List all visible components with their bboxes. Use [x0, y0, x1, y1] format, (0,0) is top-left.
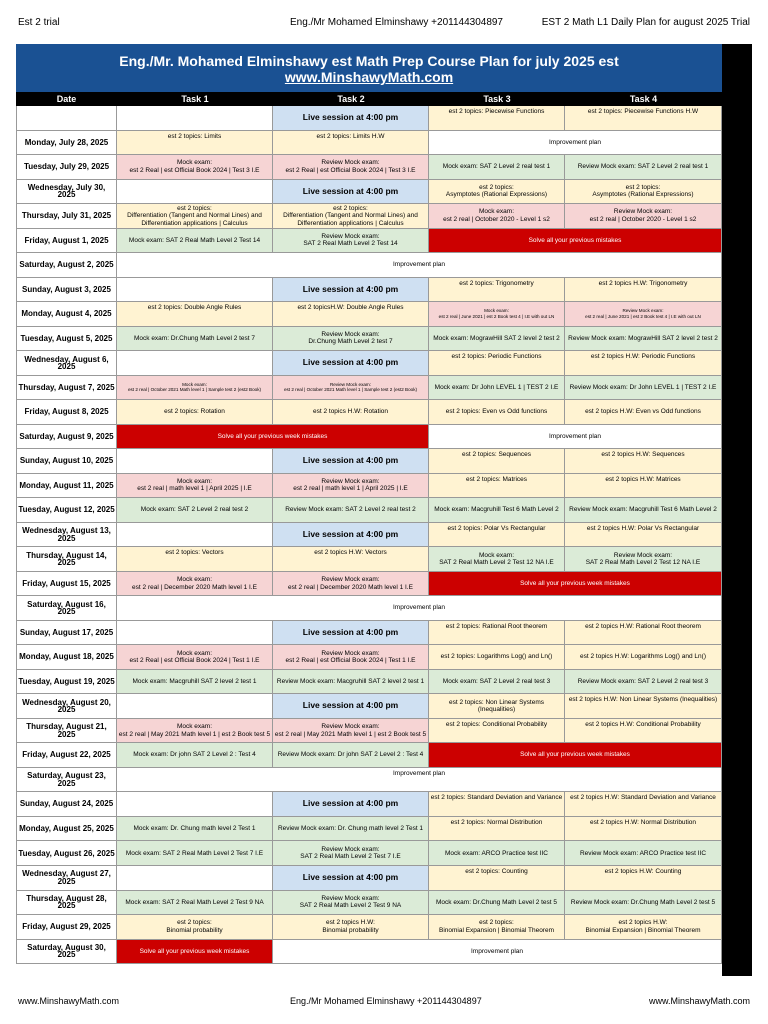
task-cell: est 2 topics H.W: Conditional Probability	[565, 719, 722, 744]
task-cell: est 2 topics: Polar Vs Rectangular	[429, 523, 565, 548]
date-cell: Monday, August 11, 2025	[16, 474, 117, 499]
task-cell: est 2 topics H.W: Rational Root theorem	[565, 621, 722, 646]
date-cell: Monday, August 18, 2025	[16, 645, 117, 670]
column-header-task-2: Task 2	[337, 94, 365, 104]
table-row	[16, 621, 722, 646]
task-cell: Mock exam: SAT 2 Level 2 real test 1	[429, 155, 565, 180]
task-cell: Live session at 4:00 pm	[273, 351, 429, 376]
date-cell: Thursday, August 28, 2025	[16, 891, 117, 916]
task-cell: est 2 topics H.W: Normal Distribution	[565, 817, 722, 842]
table-row	[16, 841, 722, 866]
task-cell: Live session at 4:00 pm	[273, 449, 429, 474]
date-cell: Wednesday, August 13, 2025	[16, 523, 117, 548]
task-cell: Live session at 4:00 pm	[273, 278, 429, 303]
task-cell: Live session at 4:00 pm	[273, 866, 429, 891]
task-cell: est 2 topics: Periodic Functions	[429, 351, 565, 376]
task-cell: est 2 topics H.W: Vectors	[273, 547, 429, 572]
table-row	[16, 327, 722, 352]
date-cell: Monday, July 28, 2025	[16, 131, 117, 156]
task-cell: est 2 topics H.W: Periodic Functions	[565, 351, 722, 376]
date-cell: Friday, August 22, 2025	[16, 743, 117, 768]
task-cell: Review Mock exam: est 2 real | October 2020 - Level 1 s2	[565, 204, 722, 229]
date-cell: Friday, August 29, 2025	[16, 915, 117, 940]
column-header-date: Date	[56, 94, 77, 104]
task-cell	[117, 792, 273, 817]
task-cell: Review Mock exam: est 2 real | June 2021 | est 2 Book test 4 | I.E with out LN	[565, 302, 722, 327]
task-cell: est 2 topics H.W: Even vs Odd functions	[565, 400, 722, 425]
task-cell: Mock exam: Dr. Chung math level 2 Test 1	[117, 817, 273, 842]
column-header-task-4: Task 4	[629, 94, 658, 104]
task-cell: est 2 topics H.W: Trigonometry	[565, 278, 722, 303]
task-cell: est 2 topics H.W: Polar Vs Rectangular	[565, 523, 722, 548]
task-cell: Review Mock exam: SAT 2 Level 2 real test 3	[565, 670, 722, 695]
task-cell: Review Mock exam: est 2 real | October 2021 Math level 1 | Sample test 2 (est2 Book)	[273, 376, 429, 401]
task-cell: Review Mock exam: SAT 2 Real Math Level 2 Test 12 NA I.E	[565, 547, 722, 572]
table-row	[16, 523, 722, 548]
task-cell: Mock exam: est 2 Real | est Official Book 2024 | Test 3 I.E	[117, 155, 273, 180]
task-cell: Mock exam: SAT 2 Level 2 real test 2	[117, 498, 273, 523]
task-cell: Improvement plan	[117, 768, 722, 793]
task-cell: Improvement plan	[117, 596, 722, 621]
task-cell: est 2 topics: Differentiation (Tangent and Normal Lines) and Differentiation applications | Calculus	[117, 204, 273, 229]
column-header-row	[16, 92, 722, 106]
task-cell: Solve all your previous mistakes	[429, 229, 722, 254]
task-cell: Review Mock exam: SAT 2 Level 2 real test 1	[565, 155, 722, 180]
date-cell: Tuesday, August 5, 2025	[16, 327, 117, 352]
date-cell: Wednesday, August 6, 2025	[16, 351, 117, 376]
task-cell: Live session at 4:00 pm	[273, 523, 429, 548]
task-cell: est 2 topics: Asymptotes (Rational Expressions)	[565, 180, 722, 205]
task-cell: est 2 topics: Non Linear Systems (Inequalities)	[429, 694, 565, 719]
task-cell: Mock exam: MograwHill SAT 2 level 2 test 2	[429, 327, 565, 352]
task-cell: est 2 topics H.W: Counting	[565, 866, 722, 891]
task-cell: est 2 topics H.W: Rotation	[273, 400, 429, 425]
date-cell: Sunday, August 3, 2025	[16, 278, 117, 303]
table-row	[16, 866, 722, 891]
header-right: EST 2 Math L1 Daily Plan for august 2025 Trial	[541, 17, 750, 28]
table-row	[16, 596, 722, 621]
task-cell: Review Mock exam: SAT 2 Real Math Level 2 Test 7 I.E	[273, 841, 429, 866]
date-cell: Saturday, August 30, 2025	[16, 940, 117, 965]
date-cell: Tuesday, August 12, 2025	[16, 498, 117, 523]
task-cell: Live session at 4:00 pm	[273, 792, 429, 817]
table-row	[16, 106, 722, 131]
task-cell: Review Mock exam: ARCO Practice test IIC	[565, 841, 722, 866]
task-cell: Mock exam: Dr.Chung Math Level 2 test 5	[429, 891, 565, 916]
task-cell: Mock exam: est 2 Real | est Official Book 2024 | Test 1 I.E	[117, 645, 273, 670]
task-cell: est 2 topics: Sequences	[429, 449, 565, 474]
right-dark-bar	[722, 44, 752, 976]
plan-table	[16, 106, 722, 964]
table-row	[16, 645, 722, 670]
task-cell: est 2 topics: Counting	[429, 866, 565, 891]
task-cell	[117, 278, 273, 303]
task-cell: Review Mock exam: Dr.Chung Math Level 2 test 5	[565, 891, 722, 916]
task-cell: Mock exam: Dr john SAT 2 Level 2 : Test 4	[117, 743, 273, 768]
table-row	[16, 547, 722, 572]
task-cell: Review Mock exam: Macgruhill Test 6 Math Level 2	[565, 498, 722, 523]
date-cell: Friday, August 1, 2025	[16, 229, 117, 254]
footer-center: Eng./Mr Mohamed Elminshawy +201144304897	[290, 996, 482, 1006]
table-row	[16, 155, 722, 180]
task-cell: Live session at 4:00 pm	[273, 180, 429, 205]
task-cell: est 2 topics: Logarithms Log() and Ln()	[429, 645, 565, 670]
task-cell: Live session at 4:00 pm	[273, 694, 429, 719]
date-cell: Saturday, August 9, 2025	[16, 425, 117, 450]
task-cell: Review Mock exam: est 2 real | May 2021 Math level 1 | est 2 Book test 5	[273, 719, 429, 744]
task-cell	[117, 694, 273, 719]
task-cell: Mock exam: est 2 real | October 2020 - Level 1 s2	[429, 204, 565, 229]
task-cell	[117, 621, 273, 646]
task-cell: est 2 topics H.W: Sequences	[565, 449, 722, 474]
task-cell: Improvement plan	[117, 253, 722, 278]
task-cell: Review Mock exam: Macgruhill SAT 2 level 2 test 1	[273, 670, 429, 695]
table-row	[16, 180, 722, 205]
task-cell: Mock exam: est 2 real | June 2021 | est 2 Book test 4 | I.E with out LN	[429, 302, 565, 327]
date-cell: Friday, August 8, 2025	[16, 400, 117, 425]
task-cell: Live session at 4:00 pm	[273, 621, 429, 646]
table-row	[16, 670, 722, 695]
task-cell: est 2 topics: Even vs Odd functions	[429, 400, 565, 425]
date-cell: Sunday, August 17, 2025	[16, 621, 117, 646]
title-link[interactable]: www.MinshawyMath.com	[284, 69, 454, 85]
task-cell: Mock exam: est 2 real | May 2021 Math level 1 | est 2 Book test 5	[117, 719, 273, 744]
task-cell: est 2 topics H.W: Matrices	[565, 474, 722, 499]
task-cell: Review Mock exam: Dr. Chung math level 2 Test 1	[273, 817, 429, 842]
task-cell: est 2 topics H.W: Non Linear Systems (Inequalities)	[565, 694, 722, 719]
task-cell: Live session at 4:00 pm	[273, 106, 429, 131]
task-cell: Review Mock exam: SAT 2 Level 2 real test 2	[273, 498, 429, 523]
task-cell: Review Mock exam: Dr john SAT 2 Level 2 : Test 4	[273, 743, 429, 768]
task-cell: Solve all your previous week mistakes	[117, 940, 273, 965]
task-cell: est 2 topics: Binomial probability	[117, 915, 273, 940]
table-row	[16, 253, 722, 278]
task-cell: Review Mock exam: est 2 real | December 2020 Math level 1 I.E	[273, 572, 429, 597]
task-cell: Improvement plan	[429, 425, 722, 450]
table-row	[16, 792, 722, 817]
date-cell: Wednesday, July 30, 2025	[16, 180, 117, 205]
date-cell: Thursday, August 14, 2025	[16, 547, 117, 572]
table-row	[16, 400, 722, 425]
date-cell: Sunday, August 10, 2025	[16, 449, 117, 474]
table-row	[16, 940, 722, 965]
date-cell	[16, 106, 117, 131]
title-banner	[16, 44, 722, 92]
table-row	[16, 768, 722, 793]
date-cell: Tuesday, August 19, 2025	[16, 670, 117, 695]
table-row	[16, 302, 722, 327]
task-cell: est 2 topics: Double Angle Rules	[117, 302, 273, 327]
footer-right[interactable]: www.MinshawyMath.com	[648, 996, 750, 1006]
date-cell: Tuesday, August 26, 2025	[16, 841, 117, 866]
task-cell: est 2 topics: Binomial Expansion | Binomial Theorem	[429, 915, 565, 940]
date-cell: Sunday, August 24, 2025	[16, 792, 117, 817]
task-cell: Review Mock exam: est 2 real | math level 1 | April 2025 | I.E	[273, 474, 429, 499]
date-cell: Saturday, August 2, 2025	[16, 253, 117, 278]
table-row	[16, 131, 722, 156]
task-cell: est 2 topics: Trigonometry	[429, 278, 565, 303]
task-cell: est 2 topicsH.W: Double Angle Rules	[273, 302, 429, 327]
table-row	[16, 572, 722, 597]
date-cell: Saturday, August 16, 2025	[16, 596, 117, 621]
task-cell: Solve all your previous week mistakes	[429, 572, 722, 597]
task-cell: est 2 topics: Limits	[117, 131, 273, 156]
task-cell: est 2 topics: Conditional Probability	[429, 719, 565, 744]
table-row	[16, 229, 722, 254]
task-cell: Mock exam: SAT 2 Real Math Level 2 Test 14	[117, 229, 273, 254]
table-row	[16, 743, 722, 768]
task-cell: est 2 topics: Standard Deviation and Variance	[429, 792, 565, 817]
task-cell: est 2 topics: Matrices	[429, 474, 565, 499]
task-cell: est 2 topics: Vectors	[117, 547, 273, 572]
task-cell: est 2 topics H.W: Binomial Expansion | Binomial Theorem	[565, 915, 722, 940]
task-cell: est 2 topics: Normal Distribution	[429, 817, 565, 842]
task-cell: Mock exam: Dr.Chung Math Level 2 test 7	[117, 327, 273, 352]
task-cell: est 2 topics: Piecewise Functions H.W	[565, 106, 722, 131]
table-row	[16, 376, 722, 401]
task-cell: Mock exam: SAT 2 Real Math Level 2 Test 7 I.E	[117, 841, 273, 866]
date-cell: Monday, August 4, 2025	[16, 302, 117, 327]
task-cell: Solve all your previous week mistakes	[117, 425, 429, 450]
task-cell: est 2 topics: Piecewise Functions	[429, 106, 565, 131]
table-row	[16, 425, 722, 450]
task-cell: est 2 topics: Differentiation (Tangent and Normal Lines) and Differentiation applications | Calculus	[273, 204, 429, 229]
task-cell: Improvement plan	[429, 131, 722, 156]
task-cell: est 2 topics: Rotation	[117, 400, 273, 425]
date-cell: Saturday, August 23, 2025	[16, 768, 117, 793]
header-left: Est 2 trial	[18, 17, 60, 28]
task-cell	[117, 523, 273, 548]
task-cell: Mock exam: SAT 2 Level 2 real test 3	[429, 670, 565, 695]
task-cell	[117, 106, 273, 131]
task-cell: Mock exam: ARCO Practice test IIC	[429, 841, 565, 866]
task-cell: Review Mock exam: SAT 2 Real Math Level 2 Test 9 NA	[273, 891, 429, 916]
task-cell: est 2 topics: Rational Root theorem	[429, 621, 565, 646]
table-row	[16, 474, 722, 499]
date-cell: Tuesday, July 29, 2025	[16, 155, 117, 180]
table-row	[16, 449, 722, 474]
task-cell: Mock exam: SAT 2 Real Math Level 2 Test 9 NA	[117, 891, 273, 916]
date-cell: Thursday, July 31, 2025	[16, 204, 117, 229]
task-cell: Mock exam: SAT 2 Real Math Level 2 Test 12 NA I.E	[429, 547, 565, 572]
task-cell: Improvement plan	[273, 940, 722, 965]
header-center: Eng./Mr Mohamed Elminshawy +201144304897	[290, 17, 503, 28]
column-header-task-1: Task 1	[181, 94, 209, 104]
task-cell: est 2 topics H.W: Standard Deviation and Variance	[565, 792, 722, 817]
task-cell	[117, 866, 273, 891]
task-cell: est 2 topics H.W: Logarithms Log() and Ln()	[565, 645, 722, 670]
page-title: Eng./Mr. Mohamed Elminshawy est Math Prep Course Plan for july 2025 est	[119, 53, 619, 69]
table-row	[16, 204, 722, 229]
task-cell: Review Mock exam: Dr.Chung Math Level 2 test 7	[273, 327, 429, 352]
table-row	[16, 891, 722, 916]
date-cell: Wednesday, August 20, 2025	[16, 694, 117, 719]
table-row	[16, 278, 722, 303]
task-cell: Mock exam: Macgruhill Test 6 Math Level 2	[429, 498, 565, 523]
task-cell	[117, 449, 273, 474]
date-cell: Friday, August 15, 2025	[16, 572, 117, 597]
task-cell: Review Mock exam: est 2 Real | est Official Book 2024 | Test 3 I.E	[273, 155, 429, 180]
task-cell: Mock exam: est 2 real | December 2020 Math level 1 I.E	[117, 572, 273, 597]
date-cell: Thursday, August 7, 2025	[16, 376, 117, 401]
task-cell: Mock exam: est 2 real | October 2021 Math level 1 | Sample test 2 (est2 Book)	[117, 376, 273, 401]
task-cell: Review Mock exam: Dr John LEVEL 1 | TEST 2 I.E	[565, 376, 722, 401]
task-cell: est 2 topics H.W: Binomial probability	[273, 915, 429, 940]
table-row	[16, 817, 722, 842]
task-cell: est 2 topics: Asymptotes (Rational Expressions)	[429, 180, 565, 205]
task-cell: Mock exam: Macgruhill SAT 2 level 2 test 1	[117, 670, 273, 695]
task-cell: Review Mock exam: SAT 2 Real Math Level 2 Test 14	[273, 229, 429, 254]
table-row	[16, 719, 722, 744]
date-cell: Wednesday, August 27, 2025	[16, 866, 117, 891]
task-cell: Mock exam: est 2 real | math level 1 | April 2025 | I.E	[117, 474, 273, 499]
table-row	[16, 694, 722, 719]
date-cell: Thursday, August 21, 2025	[16, 719, 117, 744]
task-cell: Review Mock exam: MograwHill SAT 2 level 2 test 2	[565, 327, 722, 352]
task-cell: est 2 topics: Limits H.W	[273, 131, 429, 156]
task-cell: Solve all your previous week mistakes	[429, 743, 722, 768]
task-cell: Review Mock exam: est 2 Real | est Official Book 2024 | Test 1 I.E	[273, 645, 429, 670]
date-cell: Monday, August 25, 2025	[16, 817, 117, 842]
task-cell: Mock exam: Dr John LEVEL 1 | TEST 2 I.E	[429, 376, 565, 401]
footer-left[interactable]: www.MinshawyMath.com	[18, 996, 120, 1006]
task-cell	[117, 180, 273, 205]
table-row	[16, 915, 722, 940]
task-cell	[117, 351, 273, 376]
table-row	[16, 351, 722, 376]
column-header-task-3: Task 3	[483, 94, 511, 104]
table-row	[16, 498, 722, 523]
